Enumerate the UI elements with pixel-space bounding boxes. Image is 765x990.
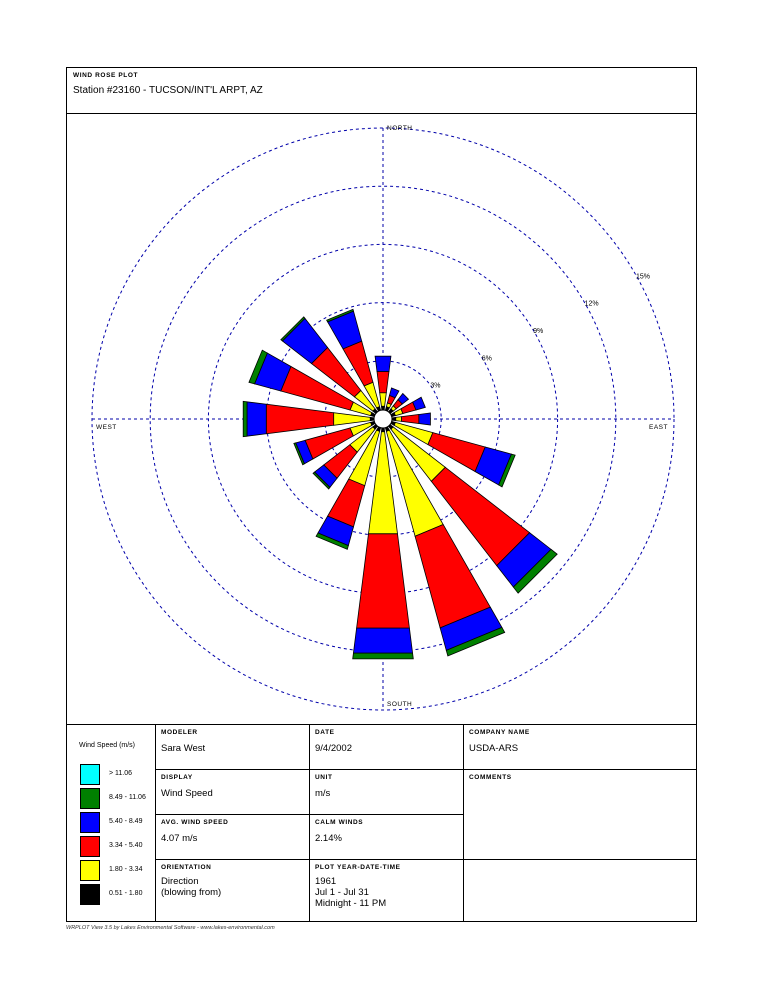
column-divider-1 (309, 724, 310, 921)
plot-time: Midnight - 11 PM (315, 898, 387, 909)
calm-circle (374, 410, 392, 428)
north-label: NORTH (387, 125, 413, 132)
petal-segment (353, 653, 414, 659)
plot-time-caption: PLOT YEAR-DATE-TIME (315, 864, 401, 871)
petal-segment (328, 311, 362, 349)
orientation-value-1: Direction (161, 876, 199, 887)
display-caption: DISPLAY (161, 774, 193, 781)
comments-caption: COMMENTS (469, 774, 512, 781)
petal-segment (377, 372, 389, 393)
row-divider-1 (155, 769, 696, 770)
plot-year: 1961 (315, 876, 337, 887)
petal-segment (396, 417, 402, 422)
calm-winds-caption: CALM WINDS (315, 819, 364, 826)
row-divider-3 (155, 859, 696, 860)
legend-swatch (80, 812, 100, 833)
petal-segment (402, 414, 419, 423)
petal-segment (375, 356, 391, 371)
west-label: WEST (96, 424, 117, 431)
petal-segment (389, 388, 399, 398)
legend-label: 0.51 - 1.80 (109, 890, 143, 897)
petal-segment (380, 393, 387, 406)
legend-label: 1.80 - 3.34 (109, 866, 143, 873)
petal-segment (357, 534, 410, 628)
legend-label: 8.49 - 11.06 (109, 794, 146, 801)
legend-swatch (80, 836, 100, 857)
petal-segment (381, 406, 384, 410)
legend-swatch (80, 764, 100, 785)
petal-segment (392, 417, 396, 420)
report-header (67, 68, 696, 114)
legend-swatch (80, 884, 100, 905)
east-label: EAST (649, 424, 668, 431)
date-value: 9/4/2002 (315, 743, 352, 754)
ring-label: 9% (533, 328, 544, 336)
legend-label: 3.34 - 5.40 (109, 842, 143, 849)
south-label: SOUTH (387, 701, 413, 708)
petal-segment (419, 413, 431, 425)
petal-segment (247, 402, 266, 436)
station-title: Station #23160 - TUCSON/INT'L ARPT, AZ (73, 85, 263, 96)
wind-rose-report (66, 67, 697, 922)
ring-label: 12% (584, 300, 599, 308)
legend-label: > 11.06 (109, 770, 133, 777)
modeler-caption: MODELER (161, 729, 198, 736)
petal-segment (353, 628, 412, 653)
company-caption: COMPANY NAME (469, 729, 530, 736)
column-divider-2 (463, 724, 464, 921)
modeler-value: Sara West (161, 743, 206, 754)
petal-segment (370, 417, 374, 420)
petal-segment (243, 401, 247, 436)
orientation-value-2: (blowing from) (161, 887, 222, 898)
table-top-border (67, 724, 696, 725)
date-caption: DATE (315, 729, 335, 736)
unit-value: m/s (315, 788, 331, 799)
ring-label: 6% (481, 355, 492, 363)
display-value: Wind Speed (161, 788, 213, 799)
wind-rose-chart (67, 113, 696, 724)
unit-caption: UNIT (315, 774, 333, 781)
company-value: USDA-ARS (469, 743, 519, 754)
legend-label: 5.40 - 8.49 (109, 818, 143, 825)
row-divider-2 (155, 814, 463, 815)
petal-segment (266, 404, 333, 433)
orientation-caption: ORIENTATION (161, 864, 212, 871)
avg-speed-value: 4.07 m/s (161, 833, 198, 844)
ring-label: 15% (635, 273, 650, 281)
software-credit: WRPLOT View 3.5 by Lakes Environmental Software - www.lakes-environmental.com (66, 925, 275, 931)
legend-swatch (80, 788, 100, 809)
avg-speed-caption: AVG. WIND SPEED (161, 819, 229, 826)
ring-label: 3% (430, 382, 441, 390)
legend-swatch (80, 860, 100, 881)
legend-divider (155, 724, 156, 921)
legend-title: Wind Speed (m/s) (79, 742, 136, 749)
petal-segment (381, 428, 384, 432)
header-caption: WIND ROSE PLOT (73, 72, 139, 79)
calm-winds-value: 2.14% (315, 833, 342, 844)
petal-segment (334, 413, 371, 425)
plot-dates: Jul 1 - Jul 31 (315, 887, 369, 898)
